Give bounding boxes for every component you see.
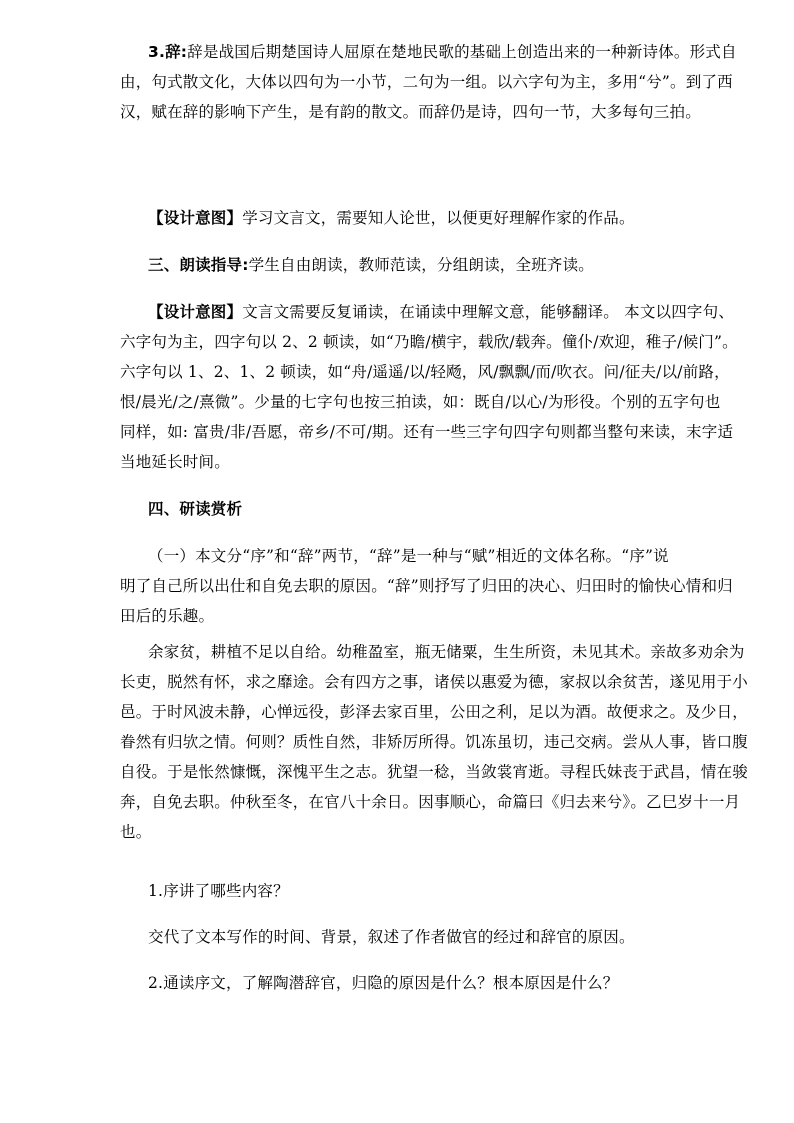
- paragraph-design-intent-2: [120, 297, 738, 477]
- paragraph-line: 同样，如: 富贵/非/吾愿，帝乡/不可/期。还有一些三字句四字句则都当整句来读，末字适: [120, 423, 734, 441]
- question-text: 1.序讲了哪些内容？: [148, 882, 289, 900]
- paragraph-structure: [120, 541, 733, 631]
- paragraph-line: 自役。于是怅然慷慨，深愧平生之志。犹望一稔，当敛裳宵逝。寻程氏妹丧于武昌，情在骏: [120, 763, 749, 781]
- paragraph-line: 由，句式散文化，大体以四句为一小节，二句为一组。以六字句为主，多用“兮”。到了西: [120, 73, 733, 91]
- section-heading-study: [120, 494, 676, 524]
- paragraph-line: 恨/晨光/之/熹微”。少量的七字句也按三拍读，如：既自/以心/为形役。个别的五字句也: [120, 393, 721, 411]
- paragraph-line: 田后的乐趣。: [120, 607, 215, 625]
- paragraph-preface-text: [120, 637, 749, 847]
- paragraph-line: 邑。于时风波未静，心惮远役，彭泽去家百里，公田之利，足以为酒。故便求之。及少日，: [120, 703, 749, 721]
- question-2: [120, 968, 676, 998]
- paragraph-text: 文言文需要反复诵读，在诵读中理解文意，能够翻译。 本文以四字句、: [242, 303, 735, 321]
- paragraph-line: 余家贫，耕植不足以自给。幼稚盈室，瓶无储粟，生生所资，未见其术。亲故多劝余为: [148, 643, 745, 661]
- question-1: [120, 876, 676, 906]
- paragraph-line: 汉，赋在辞的影响下产生，是有韵的散文。而辞仍是诗，四句一节，大多每句三拍。: [120, 103, 701, 121]
- paragraph-line: （一）本文分“序”和“辞”两节，“辞”是一种与“赋”相近的文体名称。“序”说: [148, 547, 669, 565]
- paragraph-ci-definition: [120, 37, 737, 127]
- paragraph-line: [120, 297, 735, 327]
- paragraph-line: 也。: [120, 823, 152, 841]
- paragraph-line: 奔，自免去职。仲秋至冬，在官八十余日。因事顺心，命篇曰《归去来兮》。乙巳岁十一月: [120, 793, 741, 811]
- section-heading: 四、研读赏析: [148, 500, 243, 518]
- paragraph-line: 长吏，脱然有怀，求之靡途。会有四方之事，诸侯以惠爱为德，家叔以余贫苦，遂见用于小: [120, 673, 749, 691]
- paragraph-line: 眷然有归欤之情。何则？质性自然，非矫厉所得。饥冻虽切，违己交病。尝从人事，皆口腹: [120, 733, 749, 751]
- paragraph-line: 当地延长时间。: [120, 453, 230, 471]
- paragraph-line: 六字句为主，四字句以 2、2 顿读，如“乃瞻/横宇，载欣/载奔。僮仆/欢迎，稚子/候门”。: [120, 333, 738, 351]
- paragraph-line: 六字句以 1、2、1、2 顿读，如“舟/遥遥/以/轻飏，风/飘飘/而/吹衣。问/征夫/以/前路，: [120, 363, 730, 381]
- paragraph-line: 明了自己所以出仕和自免去职的原因。“辞”则抒写了归田的决心、归田时的愉快心情和归: [120, 577, 733, 595]
- section-reading-guidance: [120, 250, 676, 280]
- design-intent-label: 【设计意图】: [148, 209, 243, 227]
- answer-1: [120, 922, 676, 952]
- paragraph-line: [120, 203, 676, 233]
- paragraph-text: 辞是战国后期楚国诗人屈原在楚地民歌的基础上创造出来的一种新诗体。形式自: [187, 43, 737, 61]
- paragraph-design-intent-1: [120, 203, 676, 233]
- section-heading: 三、朗读指导:: [148, 256, 249, 274]
- design-intent-label: 【设计意图】: [148, 303, 243, 321]
- question-text: 2.通读序文，了解陶潜辞官，归隐的原因是什么？根本原因是什么？: [148, 974, 619, 992]
- answer-text: 交代了文本写作的时间、背景，叙述了作者做官的经过和辞官的原因。: [148, 928, 635, 946]
- paragraph-text: 学习文言文，需要知人论世，以便更好理解作家的作品。: [242, 209, 635, 227]
- paragraph-line: [120, 37, 737, 67]
- paragraph-line: [120, 250, 676, 280]
- paragraph-text: 学生自由朗读，教师范读，分组朗读，全班齐读。: [248, 256, 595, 274]
- item-label: 3.辞:: [148, 43, 188, 61]
